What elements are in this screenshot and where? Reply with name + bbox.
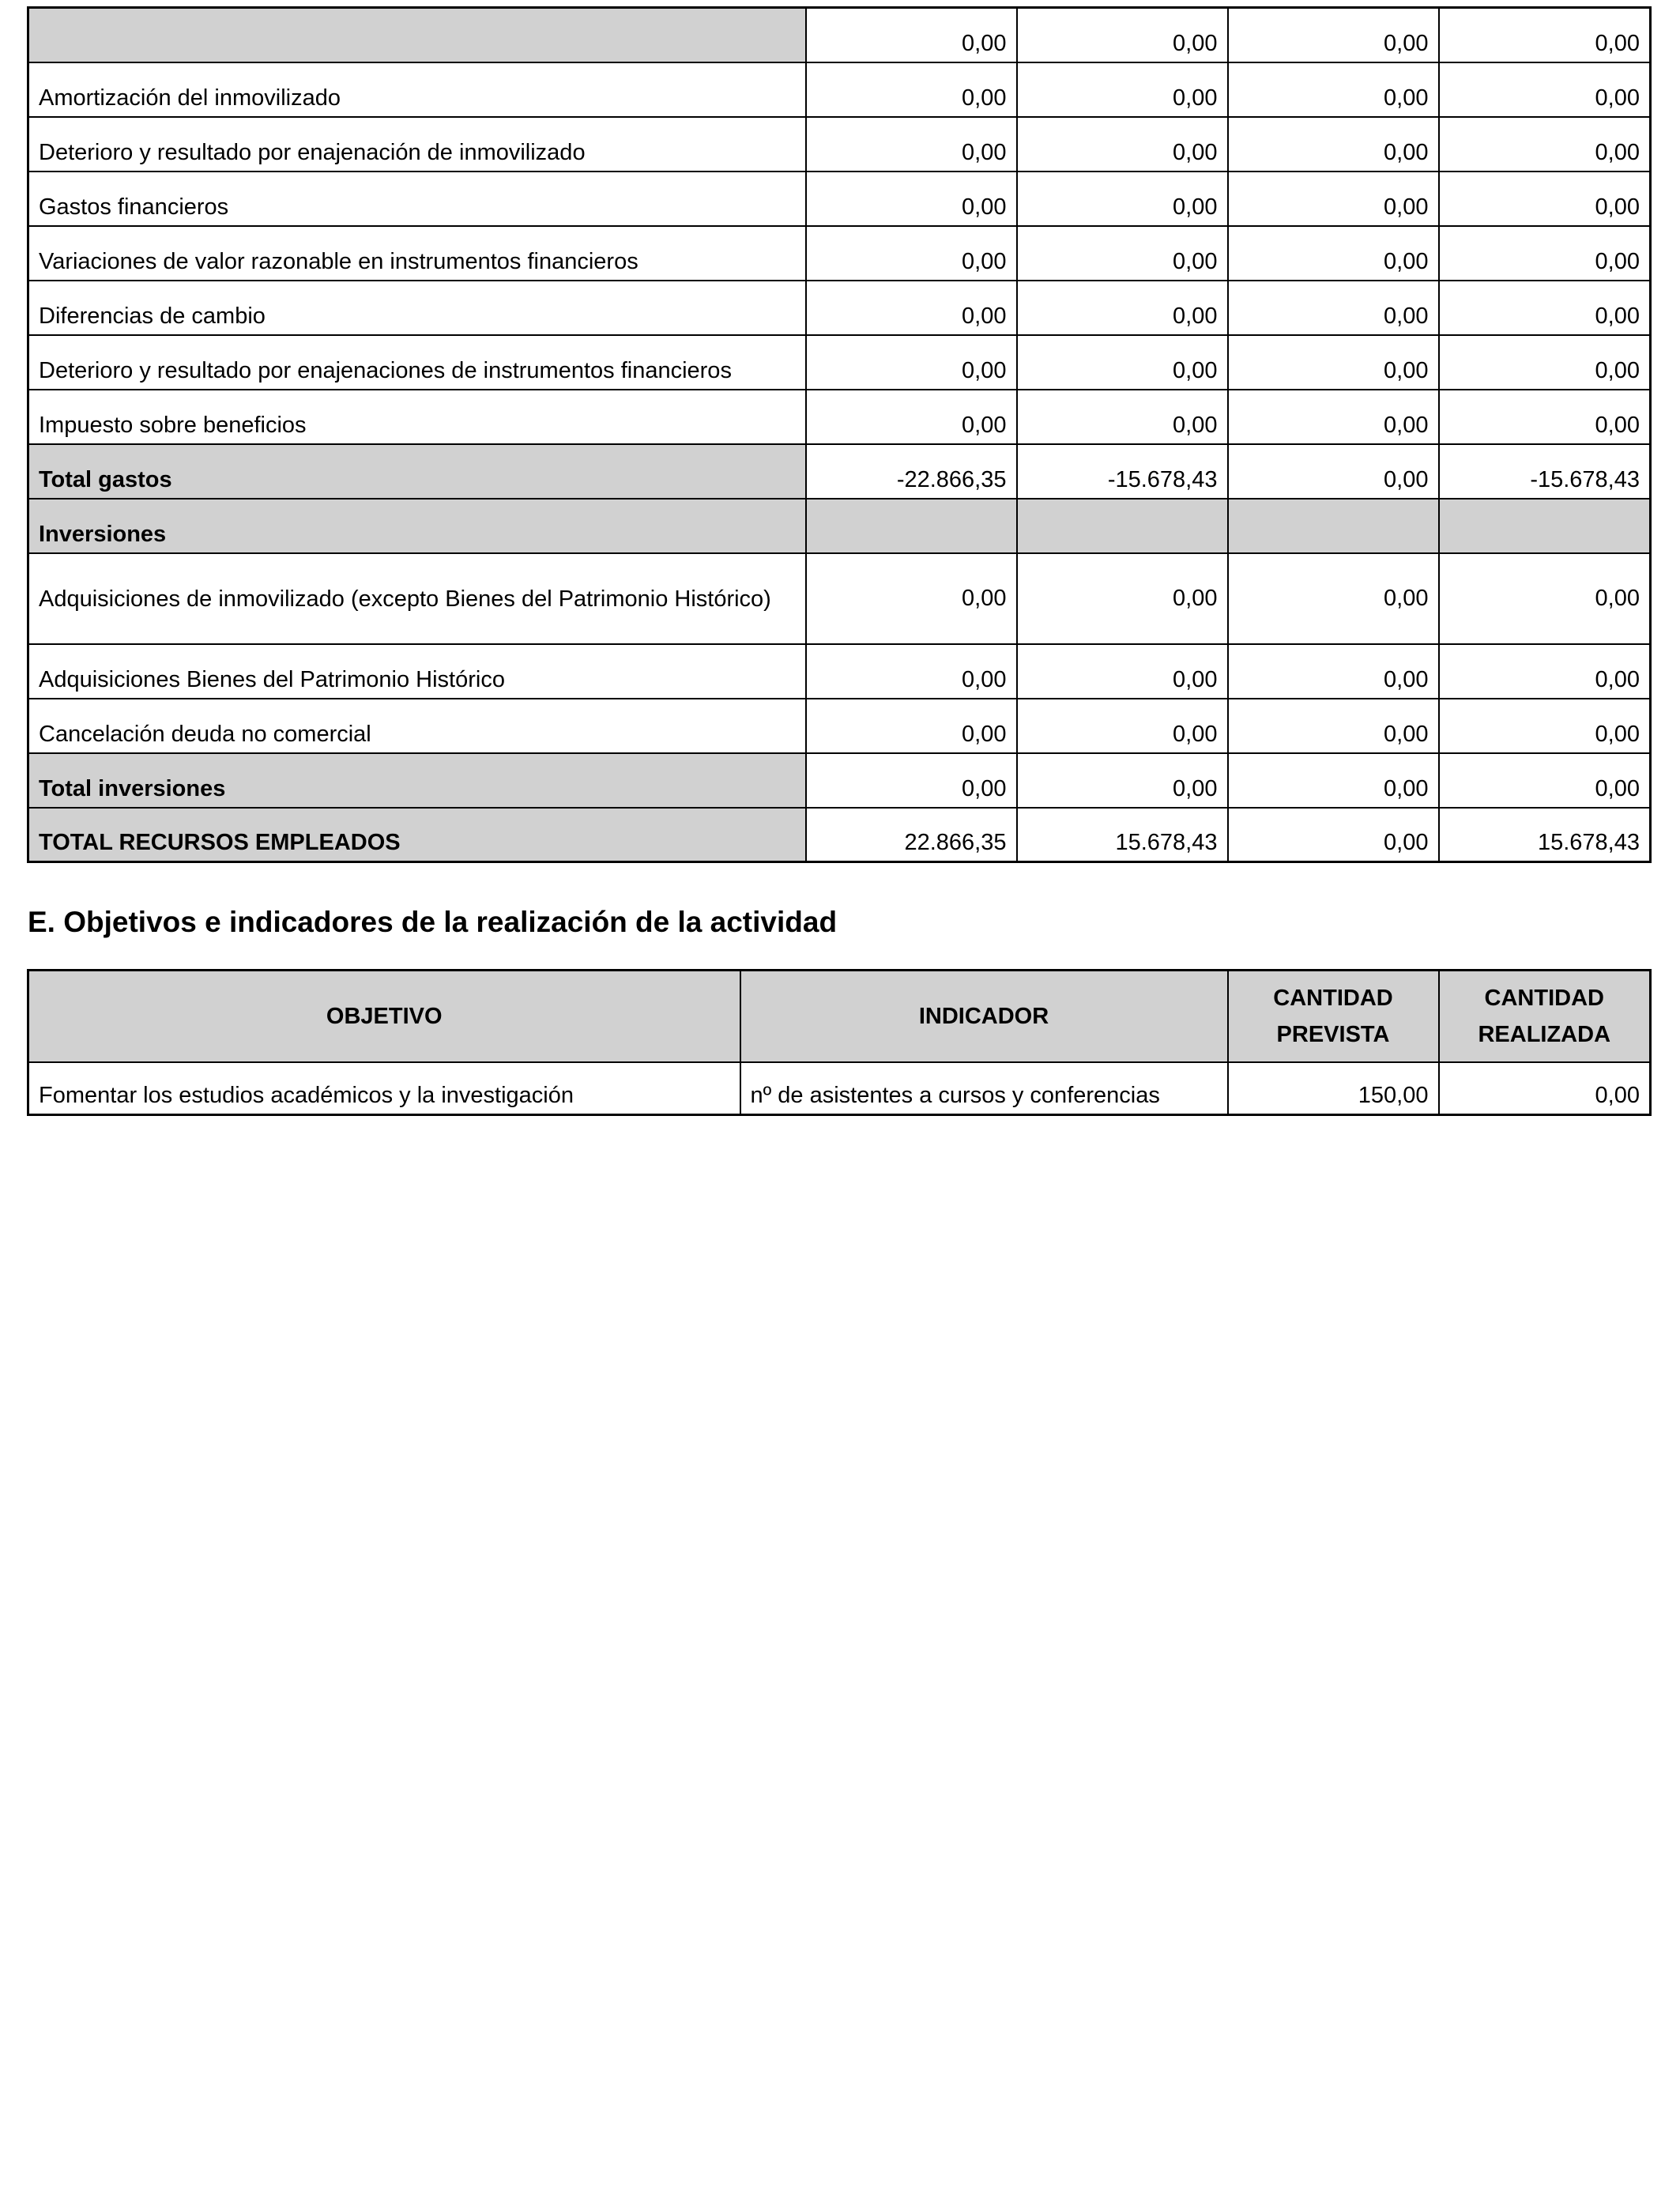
row-label: Deterioro y resultado por enajenación de inmovilizado xyxy=(28,117,806,172)
value-cell: 0,00 xyxy=(1439,62,1651,117)
table-row xyxy=(28,62,1651,117)
value-cell: 0,00 xyxy=(806,281,1017,335)
value-cell: 0,00 xyxy=(1017,553,1228,644)
row-label: TOTAL RECURSOS EMPLEADOS xyxy=(28,808,806,862)
table-row xyxy=(28,335,1651,390)
table-row xyxy=(28,281,1651,335)
value-cell: 0,00 xyxy=(1228,281,1439,335)
value-cell: 0,00 xyxy=(806,226,1017,281)
table-row xyxy=(28,390,1651,444)
value-cell: 0,00 xyxy=(1439,8,1651,62)
value-cell: 0,00 xyxy=(1439,172,1651,226)
value-cell: 0,00 xyxy=(1439,281,1651,335)
value-cell: 0,00 xyxy=(806,753,1017,808)
value-cell: 0,00 xyxy=(1228,335,1439,390)
row-label: Amortización del inmovilizado xyxy=(28,62,806,117)
value-cell: 0,00 xyxy=(1228,8,1439,62)
value-cell: 0,00 xyxy=(1017,753,1228,808)
value-cell: 0,00 xyxy=(1017,226,1228,281)
table-row xyxy=(28,8,1651,62)
table-row xyxy=(28,117,1651,172)
row-label: Inversiones xyxy=(28,499,806,553)
value-cell: 0,00 xyxy=(806,553,1017,644)
value-cell: 0,00 xyxy=(1017,335,1228,390)
value-cell xyxy=(1228,499,1439,553)
value-cell: 0,00 xyxy=(1228,172,1439,226)
indicador-cell: nº de asistentes a cursos y conferencias xyxy=(740,1062,1228,1115)
value-cell: 0,00 xyxy=(1017,390,1228,444)
value-cell xyxy=(1439,499,1651,553)
table-row xyxy=(28,644,1651,699)
value-cell: 0,00 xyxy=(1228,390,1439,444)
row-label: Total gastos xyxy=(28,444,806,499)
total-inversiones-row xyxy=(28,753,1651,808)
row-label: Adquisiciones de inmovilizado (excepto Bienes del Patrimonio Histórico) xyxy=(28,553,806,644)
value-cell: 0,00 xyxy=(1228,226,1439,281)
header-cantidad-realizada: CANTIDAD REALIZADA xyxy=(1439,971,1651,1062)
value-cell: 0,00 xyxy=(1439,644,1651,699)
value-cell: 0,00 xyxy=(1228,62,1439,117)
header-cantidad-prevista: CANTIDAD PREVISTA xyxy=(1228,971,1439,1062)
value-cell: 0,00 xyxy=(1439,117,1651,172)
value-cell: 0,00 xyxy=(806,644,1017,699)
total-recursos-row xyxy=(28,808,1651,862)
table-row xyxy=(28,226,1651,281)
value-cell: 22.866,35 xyxy=(806,808,1017,862)
value-cell: 0,00 xyxy=(1228,117,1439,172)
row-label: Impuesto sobre beneficios xyxy=(28,390,806,444)
value-cell: 0,00 xyxy=(1228,644,1439,699)
value-cell: 0,00 xyxy=(1017,644,1228,699)
value-cell: 15.678,43 xyxy=(1017,808,1228,862)
row-label: Variaciones de valor razonable en instrumentos financieros xyxy=(28,226,806,281)
value-cell: 15.678,43 xyxy=(1439,808,1651,862)
header-indicador: INDICADOR xyxy=(740,971,1228,1062)
value-cell: 0,00 xyxy=(806,62,1017,117)
value-cell: 0,00 xyxy=(1017,62,1228,117)
row-label xyxy=(28,8,806,62)
value-cell: 0,00 xyxy=(1017,281,1228,335)
resources-table xyxy=(27,6,1652,863)
value-cell: 0,00 xyxy=(1017,699,1228,753)
row-label: Gastos financieros xyxy=(28,172,806,226)
cantidad-prevista-cell: 150,00 xyxy=(1228,1062,1439,1115)
value-cell: 0,00 xyxy=(1439,753,1651,808)
row-label: Diferencias de cambio xyxy=(28,281,806,335)
inversiones-header-row xyxy=(28,499,1651,553)
total-gastos-row xyxy=(28,444,1651,499)
value-cell: 0,00 xyxy=(806,699,1017,753)
cantidad-realizada-cell: 0,00 xyxy=(1439,1062,1651,1115)
value-cell: 0,00 xyxy=(1228,444,1439,499)
row-label: Deterioro y resultado por enajenaciones de instrumentos financieros xyxy=(28,335,806,390)
value-cell: 0,00 xyxy=(806,117,1017,172)
value-cell: 0,00 xyxy=(1439,553,1651,644)
value-cell: 0,00 xyxy=(806,172,1017,226)
value-cell: 0,00 xyxy=(1228,753,1439,808)
table-row xyxy=(28,1062,1651,1115)
table-row xyxy=(28,553,1651,644)
row-label: Adquisiciones Bienes del Patrimonio Histórico xyxy=(28,644,806,699)
value-cell: -15.678,43 xyxy=(1439,444,1651,499)
value-cell: 0,00 xyxy=(1439,226,1651,281)
value-cell xyxy=(806,499,1017,553)
row-label: Total inversiones xyxy=(28,753,806,808)
objectives-table xyxy=(27,969,1652,1116)
row-label: Cancelación deuda no comercial xyxy=(28,699,806,753)
value-cell xyxy=(1017,499,1228,553)
header-row xyxy=(28,971,1651,1062)
table-row xyxy=(28,699,1651,753)
objetivo-cell: Fomentar los estudios académicos y la investigación xyxy=(28,1062,740,1115)
header-objetivo: OBJETIVO xyxy=(28,971,740,1062)
value-cell: -15.678,43 xyxy=(1017,444,1228,499)
value-cell: 0,00 xyxy=(1017,172,1228,226)
section-title: E. Objetivos e indicadores de la realización de la actividad xyxy=(28,906,838,938)
value-cell: 0,00 xyxy=(1439,390,1651,444)
table-row xyxy=(28,172,1651,226)
value-cell: 0,00 xyxy=(1228,699,1439,753)
value-cell: 0,00 xyxy=(1017,117,1228,172)
value-cell: 0,00 xyxy=(806,390,1017,444)
value-cell: 0,00 xyxy=(1439,699,1651,753)
value-cell: 0,00 xyxy=(806,335,1017,390)
value-cell: 0,00 xyxy=(1017,8,1228,62)
value-cell: 0,00 xyxy=(1228,553,1439,644)
value-cell: 0,00 xyxy=(1439,335,1651,390)
value-cell: 0,00 xyxy=(806,8,1017,62)
value-cell: 0,00 xyxy=(1228,808,1439,862)
value-cell: -22.866,35 xyxy=(806,444,1017,499)
